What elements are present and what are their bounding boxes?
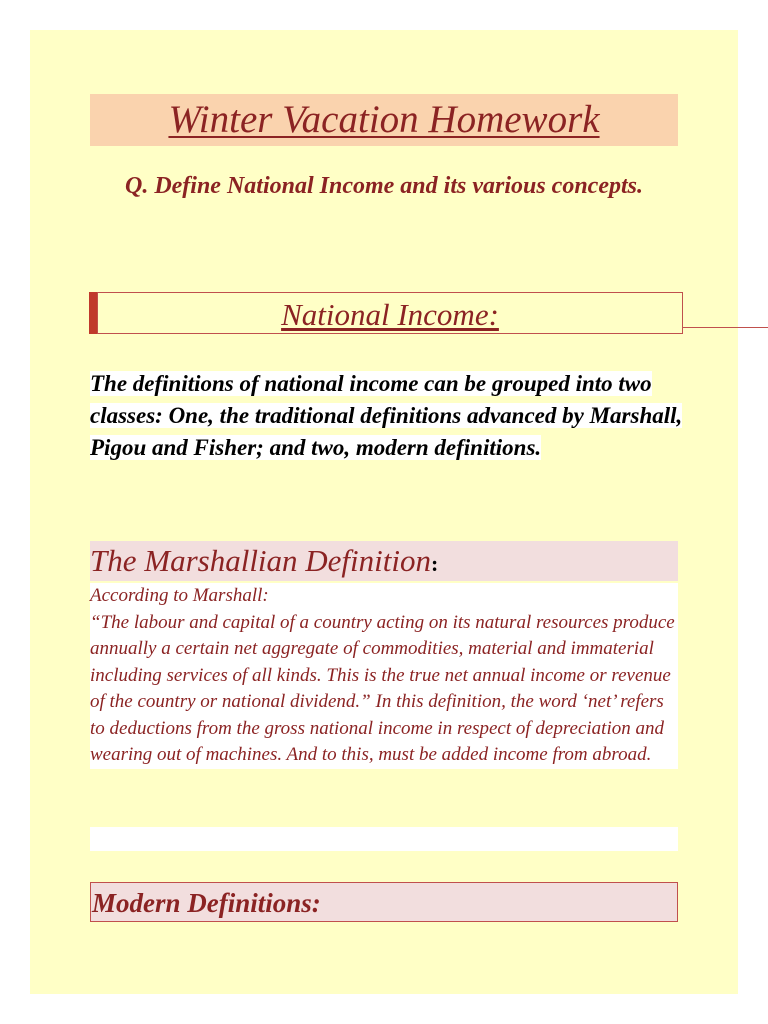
heading-connector-line: [682, 327, 768, 328]
intro-paragraph-text: The definitions of national income can be grouped into two classes: One, the traditional definitions advanced by Marshall, Pigou and Fisher; and two, modern definitions.: [90, 371, 683, 460]
title-banner: [90, 94, 678, 146]
marshallian-lead: According to Marshall:: [90, 585, 269, 606]
marshallian-heading-colon: :: [431, 551, 439, 576]
document-title: Winter Vacation Homework: [168, 98, 600, 141]
heading-accent-bar: [89, 292, 97, 334]
national-income-heading-box: [97, 292, 683, 334]
marshallian-quote: “The labour and capital of a country acting on its natural resources produce annually a certain net aggregate of commodities, material and immaterial including services of all kinds. This is the true net annual income or revenue of the country or national dividend.” In this definition, the word ‘net’ refers to deductions from the gross national income in respect of depreciation and wearing out of machines. And to this, must be added income from abroad.: [90, 611, 675, 765]
marshallian-definition-body: [90, 583, 678, 769]
question-text: Q. Define National Income and its various concepts.: [124, 173, 643, 199]
modern-definitions-heading: Modern Definitions:: [92, 888, 321, 918]
blank-highlight-strip: [90, 827, 678, 851]
document-page: [30, 30, 738, 994]
modern-definitions-heading-box: [90, 882, 678, 922]
marshallian-heading: [90, 541, 438, 584]
marshallian-heading-text: The Marshallian Definition: [90, 543, 431, 578]
intro-paragraph: [90, 368, 690, 464]
national-income-heading: National Income:: [281, 297, 499, 332]
